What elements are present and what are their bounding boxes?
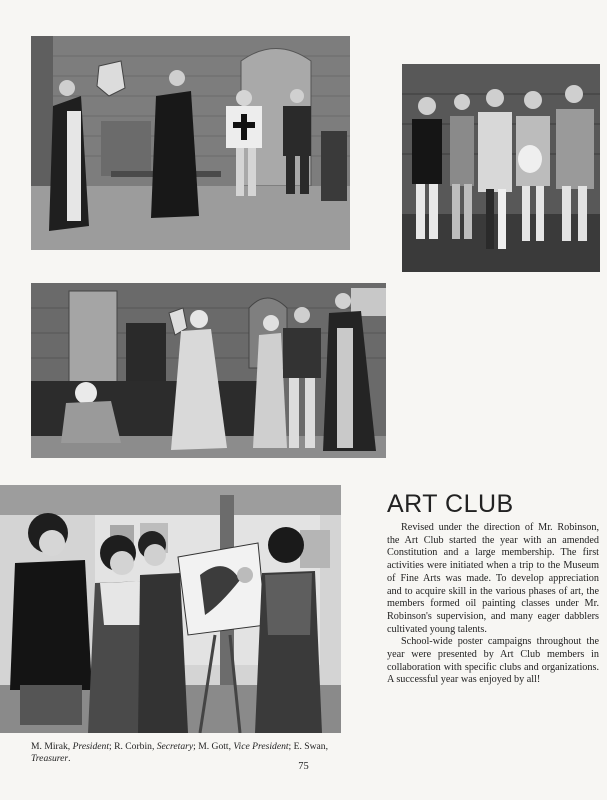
caption-member-name: R. Corbin (114, 741, 152, 752)
caption-member-name: M. Mirak (31, 741, 68, 752)
photo-caption: M. Mirak, President; R. Corbin, Secretary; M. Gott, Vice President; E. Swan, Treasurer. (31, 741, 329, 764)
photo-play-scene-court (31, 283, 386, 458)
article-title: ART CLUB (387, 490, 514, 518)
caption-member-role: Secretary (156, 741, 194, 752)
article-body (387, 522, 599, 687)
article-paragraph: Revised under the direction of Mr. Robinson, the Art Club started the year with an amended Constitution and a large membership. The first activities were initiated when a trip to the Museum of Fine Arts was made. To develop appreciation and to acquire skill in the various phases of art, the members formed oil painting classes under Mr. Robinson's supervision, and many eager dabblers cultivated young talents. (387, 522, 599, 635)
photo-club-officers (0, 485, 341, 733)
caption-member-role: Vice President (233, 741, 289, 752)
caption-member-role: Treasurer (31, 753, 69, 764)
page-number: 75 (298, 761, 309, 772)
caption-member-role: President (72, 741, 109, 752)
caption-member-name: E. Swan (293, 741, 326, 752)
photo-play-scene-stage (31, 36, 350, 250)
caption-member-name: M. Gott (198, 741, 229, 752)
article-paragraph: School-wide poster campaigns throughout the year were presented by Art Club members in collaboration with specific clubs and organizations. A successful year was enjoyed by all! (387, 636, 599, 686)
photo-costumed-group (402, 64, 600, 272)
